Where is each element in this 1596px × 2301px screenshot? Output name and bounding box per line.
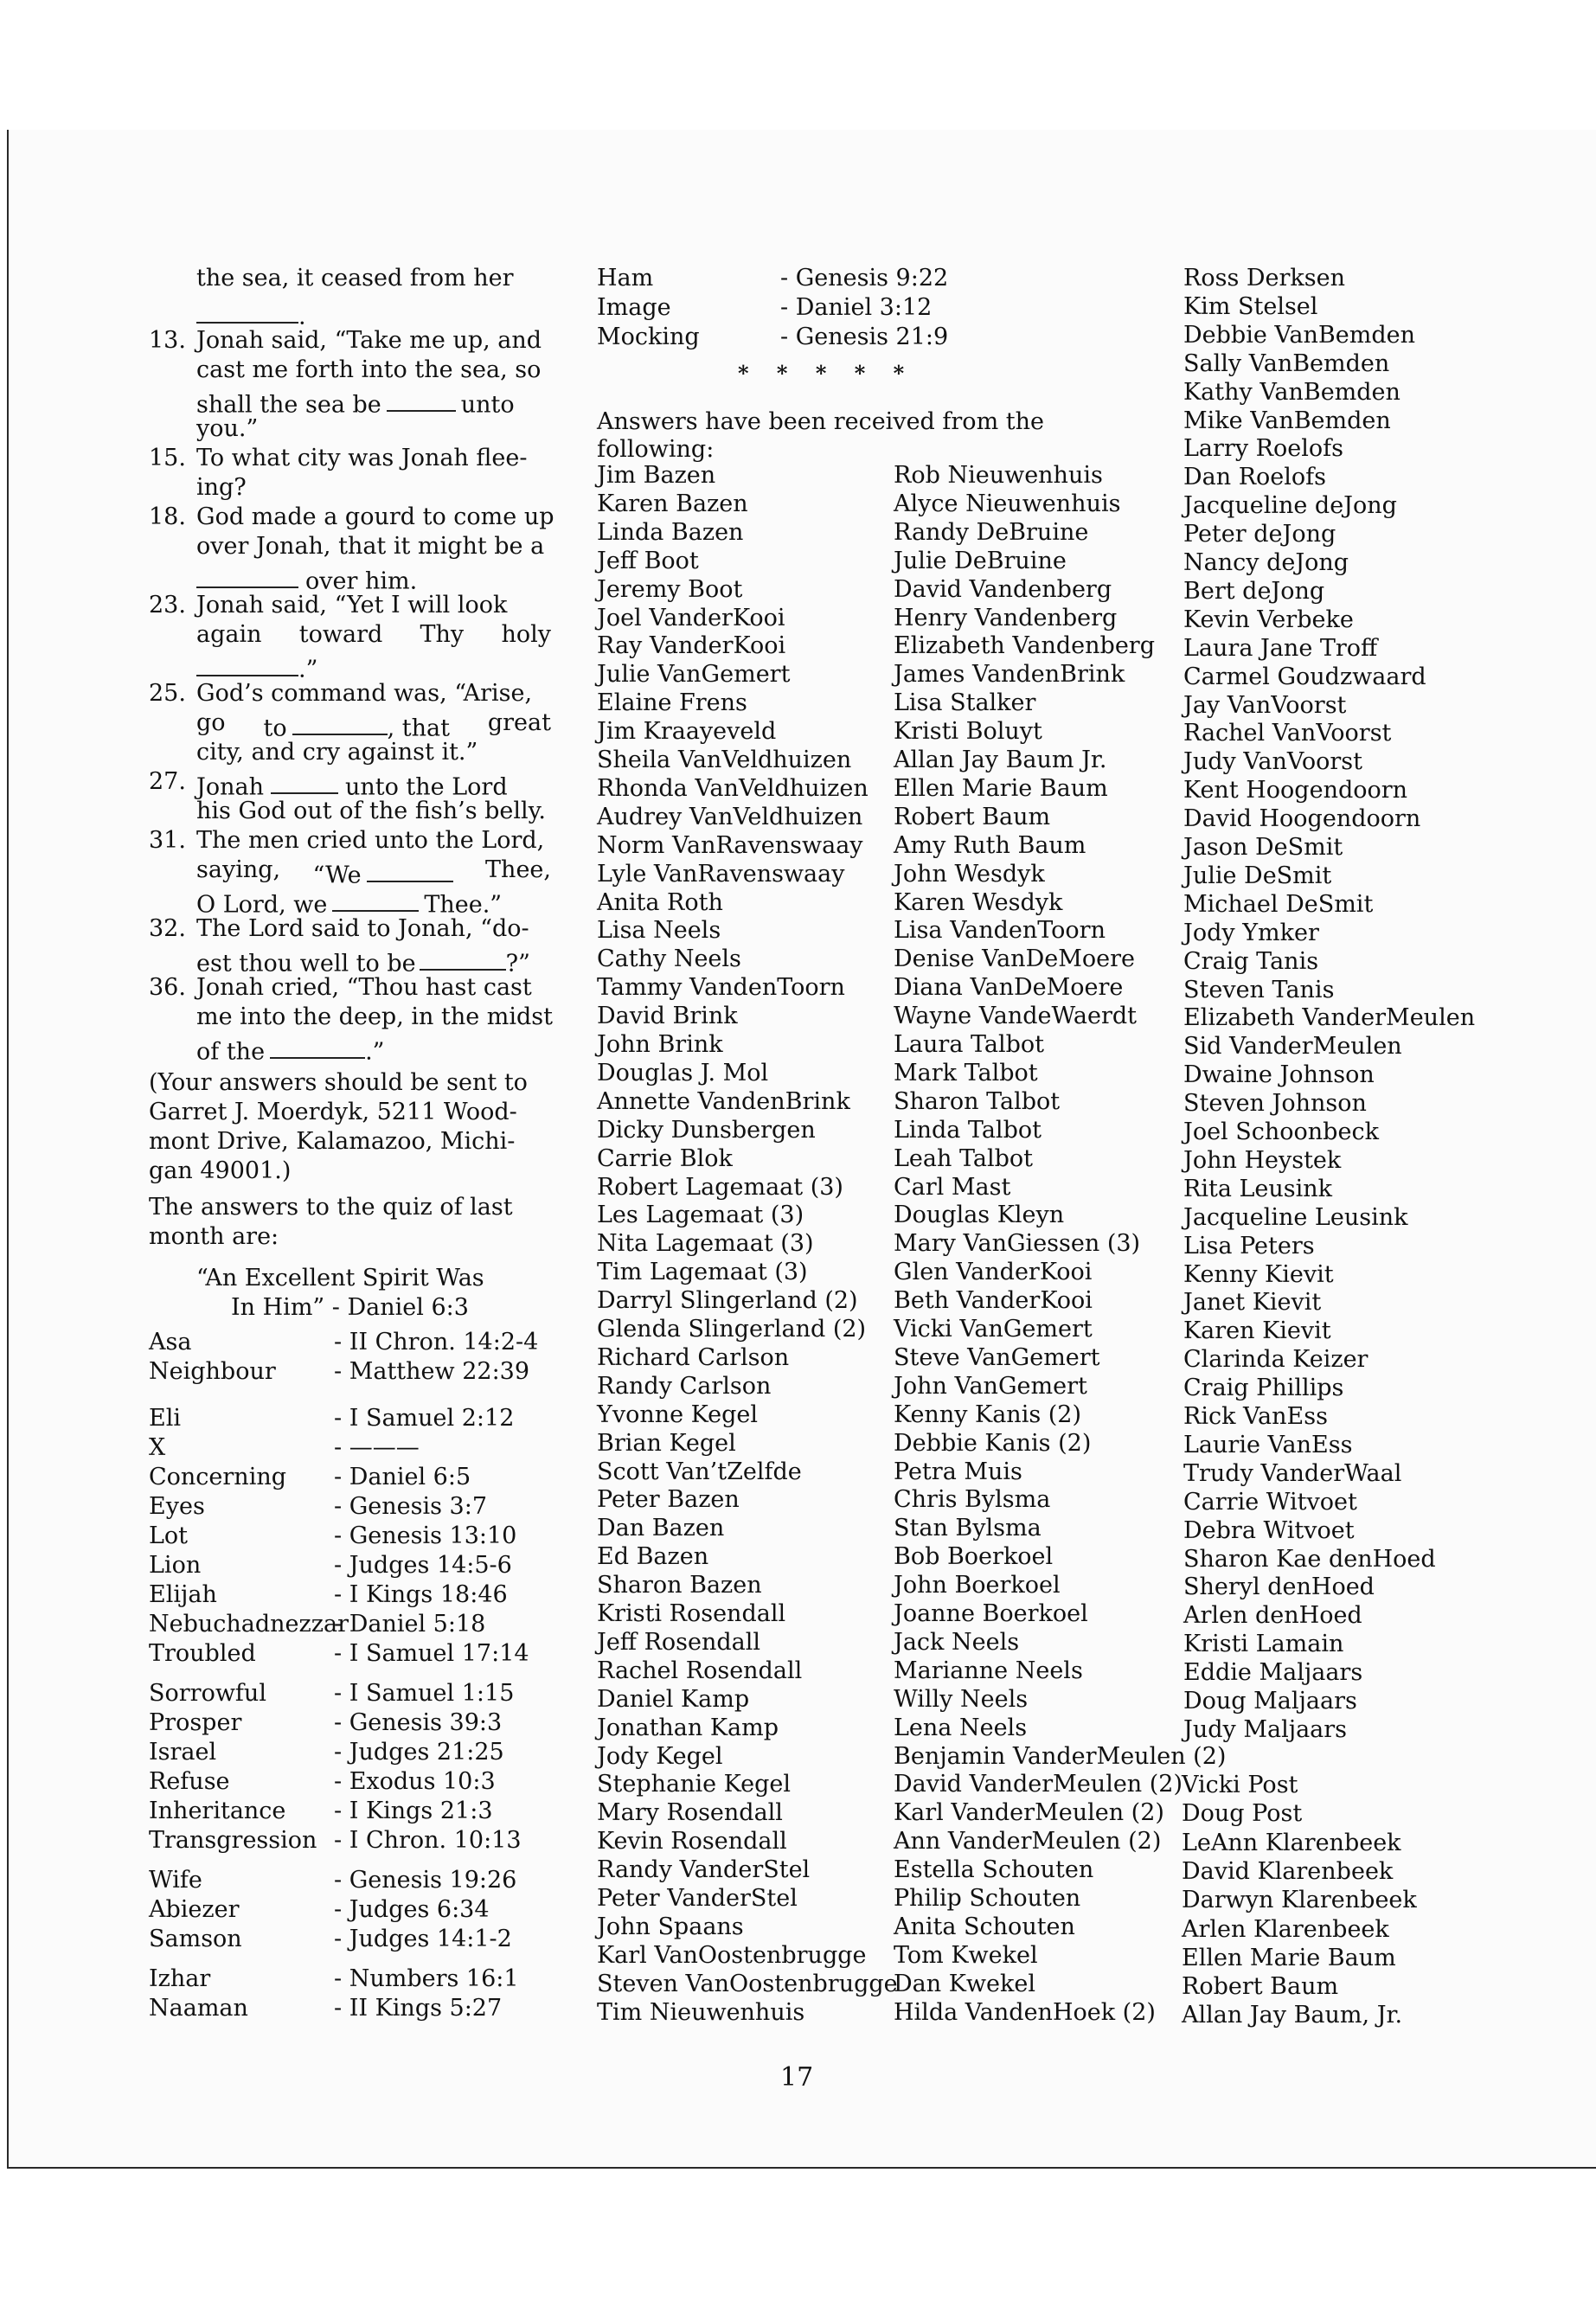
respondent-name: Darwyn Klarenbeek [1182, 1887, 1417, 1914]
text-fragment: est thou well to be [196, 950, 416, 977]
respondent-name: Jeremy Boot [597, 575, 743, 603]
text-fragment: .” [298, 656, 318, 683]
respondent-name: Kenny Kanis (2) [894, 1400, 1082, 1428]
respondent-name: Kathy VanBemden [1183, 378, 1401, 406]
respondent-name: Jeff Rosendall [597, 1628, 761, 1656]
text-fragment: of the [196, 1038, 266, 1066]
answer-reference: - Judges 21:25 [334, 1739, 504, 1766]
respondent-name: John Heystek [1183, 1146, 1342, 1174]
respondent-name: Laurie VanEss [1183, 1431, 1353, 1458]
respondent-name: David Hoogendoorn [1183, 805, 1421, 833]
respondent-name: Carrie Witvoet [1183, 1488, 1357, 1516]
answer-reference: - Daniel 3:12 [780, 294, 933, 321]
respondent-name: Arlen denHoed [1183, 1602, 1362, 1630]
question-line [196, 621, 551, 648]
question-line [196, 886, 502, 918]
answer-reference: - II Kings 5:27 [334, 1995, 503, 2022]
respondent-name: Rita Leusink [1183, 1175, 1333, 1202]
respondent-name: Mark Talbot [894, 1059, 1038, 1086]
respondent-name: Laura Talbot [894, 1031, 1045, 1058]
question-line: The men cried unto the Lord, [196, 827, 545, 854]
answer-word: Wife [149, 1867, 202, 1894]
respondent-name: Arlen Klarenbeek [1182, 1915, 1389, 1943]
respondent-name: John VanGemert [894, 1372, 1087, 1400]
respondent-name: Karl VanderMeulen (2) [894, 1799, 1164, 1827]
text-fragment: Thy [420, 621, 465, 648]
respondent-name: Jacqueline deJong [1183, 492, 1397, 520]
respondent-name: Rachel VanVoorst [1183, 720, 1392, 747]
respondent-name: Kristi Lamain [1183, 1631, 1344, 1658]
respondent-name: Judy Maljaars [1183, 1715, 1348, 1743]
respondent-name: Ray VanderKooi [597, 632, 786, 660]
question-line: city, and cry against it.” [196, 739, 478, 766]
respondent-name: Trudy VanderWaal [1183, 1459, 1402, 1487]
respondent-name: Denise VanDeMoere [894, 945, 1135, 973]
received-intro: Answers have been received from the [597, 408, 1044, 435]
respondent-name: Doug Post [1182, 1800, 1303, 1828]
answer-reference: - I Samuel 17:14 [334, 1640, 529, 1667]
text-fragment: toward [298, 621, 383, 648]
answer-title-line: “An Excellent Spirit Was [196, 1265, 484, 1292]
respondent-name: Peter deJong [1183, 521, 1336, 548]
respondent-name: Bert deJong [1183, 577, 1325, 605]
respondent-name: Chris Bylsma [894, 1486, 1051, 1514]
question-line [196, 386, 515, 418]
respondent-name: Amy Ruth Baum [894, 831, 1086, 859]
respondent-name: Laura Jane Troff [1183, 634, 1378, 662]
respondent-name: Steve VanGemert [894, 1343, 1100, 1371]
question-line: you.” [196, 415, 259, 442]
answer-reference: - Numbers 16:1 [334, 1965, 519, 1992]
respondent-name: Audrey VanVeldhuizen [597, 803, 863, 830]
respondent-name: Hilda VandenHoek (2) [894, 1998, 1156, 2026]
text-fragment: again [196, 621, 262, 648]
answer-word: Abiezer [149, 1896, 240, 1923]
page-number: 17 [780, 2062, 814, 2093]
respondent-name: Elizabeth VanderMeulen [1183, 1004, 1476, 1032]
answer-reference: - Matthew 22:39 [334, 1358, 530, 1385]
respondent-name: David Vandenberg [894, 575, 1112, 603]
question-line: To what city was Jonah flee- [196, 445, 528, 471]
answer-word: Izhar [149, 1965, 211, 1992]
lead-blank-line [196, 298, 306, 330]
respondent-name: Kristi Boluyt [894, 718, 1042, 746]
respondent-name: Les Lagemaat (3) [597, 1202, 804, 1229]
question-number: 25. [149, 680, 186, 707]
respondent-name: Karen Bazen [597, 490, 748, 517]
respondent-name: Doug Maljaars [1183, 1688, 1357, 1715]
respondent-name: Debbie Kanis (2) [894, 1429, 1092, 1457]
answer-word: Lion [149, 1552, 202, 1579]
answer-word: Transgression [149, 1827, 317, 1854]
answer-reference: - Daniel 5:18 [334, 1611, 486, 1638]
respondent-name: Dicky Dunsbergen [597, 1116, 816, 1144]
text-fragment: unto the Lord [344, 773, 508, 801]
lead-line-text: the sea, it ceased from her [196, 265, 514, 292]
respondent-name: Benjamin VanderMeulen (2) [894, 1742, 1227, 1770]
answer-reference: - Genesis 13:10 [334, 1522, 517, 1549]
quiz-lead-line [196, 265, 551, 292]
text-fragment: “We [313, 856, 453, 888]
answer-word: Image [597, 294, 671, 321]
respondent-name: Richard Carlson [597, 1343, 790, 1371]
text-fragment: ?” [505, 950, 530, 977]
respondent-name: Tammy VandenToorn [597, 974, 845, 1002]
answer-reference: - Judges 6:34 [334, 1896, 490, 1923]
text-fragment: Thee, [485, 856, 551, 883]
respondent-name: Mike VanBemden [1183, 407, 1391, 434]
answer-word: Eyes [149, 1493, 205, 1520]
instruction-line: Garret J. Moerdyk, 5211 Wood- [149, 1099, 517, 1125]
question-line [196, 945, 530, 977]
respondent-name: Jim Bazen [597, 462, 716, 489]
respondent-name: Sharon Talbot [894, 1087, 1061, 1115]
respondent-name: Anita Schouten [894, 1913, 1075, 1940]
respondent-name: Elizabeth Vandenberg [894, 632, 1155, 660]
answer-reference: - Genesis 21:9 [780, 324, 949, 350]
instruction-line: (Your answers should be sent to [149, 1069, 528, 1096]
respondent-name: Steven VanOostenbrugge [597, 1970, 898, 1997]
respondent-name: Ross Derksen [1183, 265, 1345, 292]
text-fragment: great [487, 709, 551, 736]
respondent-name: Rachel Rosendall [597, 1657, 803, 1684]
answer-reference: - Exodus 10:3 [334, 1768, 496, 1795]
respondent-name: Jim Kraayeveld [597, 718, 777, 746]
respondent-name: Kevin Verbeke [1183, 606, 1354, 633]
respondent-name: Cathy Neels [597, 945, 741, 973]
respondent-name: Tim Lagemaat (3) [597, 1259, 808, 1286]
answer-word: Elijah [149, 1581, 217, 1608]
question-line: The Lord said to Jonah, “do- [196, 915, 529, 942]
respondent-name: Glenda Slingerland (2) [597, 1316, 867, 1343]
answer-word: Asa [149, 1329, 192, 1356]
respondent-name: Clarinda Keizer [1183, 1346, 1368, 1374]
respondent-name: Scott Van’tZelfde [597, 1458, 802, 1485]
respondent-name: Carl Mast [894, 1173, 1011, 1201]
respondent-name: Robert Baum [894, 803, 1051, 830]
instruction-line: mont Drive, Kalamazoo, Michi- [149, 1128, 516, 1155]
respondent-name: Dwaine Johnson [1183, 1061, 1375, 1089]
respondent-name: Jonathan Kamp [597, 1714, 779, 1741]
text-fragment: .” [365, 1038, 385, 1066]
respondent-name: Jeff Boot [597, 547, 699, 574]
question-line: God made a gourd to come up [196, 503, 554, 530]
respondent-name: Randy DeBruine [894, 518, 1089, 546]
respondent-name: Eddie Maljaars [1183, 1659, 1363, 1687]
respondent-name: Lisa VandenToorn [894, 917, 1106, 945]
respondent-name: Diana VanDeMoere [894, 974, 1124, 1002]
respondent-name: Beth VanderKooi [894, 1287, 1093, 1315]
respondent-name: Karen Wesdyk [894, 888, 1063, 916]
respondent-name: Kristi Rosendall [597, 1600, 786, 1627]
answer-reference: - I Chron. 10:13 [334, 1827, 522, 1854]
respondent-name: Glen VanderKooi [894, 1259, 1093, 1286]
text-fragment: over him. [305, 567, 418, 595]
respondent-name: Petra Muis [894, 1458, 1022, 1485]
respondent-name: Larry Roelofs [1183, 435, 1343, 463]
respondent-name: Michael DeSmit [1183, 890, 1374, 918]
respondent-name: Lisa Peters [1183, 1232, 1315, 1259]
question-number: 31. [149, 827, 186, 854]
text-fragment: Thee.” [424, 891, 503, 919]
respondent-name: David Brink [597, 1003, 738, 1030]
answer-word: Sorrowful [149, 1680, 266, 1707]
respondent-name: Allan Jay Baum Jr. [894, 747, 1107, 773]
respondent-name: Jacqueline Leusink [1183, 1203, 1408, 1231]
respondent-name: Craig Phillips [1183, 1375, 1344, 1402]
respondent-name: Vicki Post [1182, 1772, 1298, 1798]
respondent-name: Lyle VanRavenswaay [597, 860, 845, 888]
respondent-name: Jason DeSmit [1183, 834, 1343, 861]
question-line [196, 562, 417, 594]
text-fragment: shall the sea be [196, 391, 381, 419]
answer-word: Mocking [597, 324, 700, 350]
respondent-name: Douglas Kleyn [894, 1202, 1065, 1229]
respondent-name: Sheila VanVeldhuizen [597, 747, 852, 773]
respondent-name: Wayne VandeWaerdt [894, 1003, 1137, 1030]
respondent-name: LeAnn Klarenbeek [1182, 1829, 1401, 1856]
text-fragment: unto [460, 391, 515, 419]
respondent-name: Willy Neels [894, 1685, 1029, 1713]
answer-reference: - II Chron. 14:2-4 [334, 1329, 539, 1356]
respondent-name: Jody Kegel [597, 1742, 723, 1770]
respondent-name: Kim Stelsel [1183, 292, 1318, 320]
respondent-name: Steven Tanis [1183, 976, 1335, 1003]
respondent-name: Karen Kievit [1183, 1317, 1331, 1345]
respondent-name: Julie DeBruine [894, 547, 1067, 574]
respondent-name: Steven Johnson [1183, 1090, 1367, 1118]
respondent-name: James VandenBrink [894, 661, 1125, 689]
answer-word: Naaman [149, 1995, 248, 2022]
question-number: 23. [149, 592, 186, 619]
question-line: God’s command was, “Arise, [196, 680, 533, 707]
respondent-name: Ellen Marie Baum [894, 774, 1108, 802]
respondent-name: David VanderMeulen (2) [894, 1771, 1183, 1798]
respondent-name: Mary Rosendall [597, 1799, 783, 1827]
respondent-name: Norm VanRavenswaay [597, 831, 863, 859]
respondent-name: Jack Neels [894, 1628, 1020, 1656]
respondent-name: Lisa Stalker [894, 689, 1036, 717]
respondent-name: Vicki VanGemert [894, 1316, 1093, 1343]
respondent-name: Sid VanderMeulen [1183, 1033, 1402, 1061]
respondent-name: Sally VanBemden [1183, 349, 1390, 377]
respondent-name: Sharon Bazen [597, 1572, 762, 1599]
answer-word: Neighbour [149, 1358, 276, 1385]
respondent-name: Joanne Boerkoel [894, 1600, 1088, 1627]
answer-reference: - Genesis 3:7 [334, 1493, 488, 1520]
question-line: ing? [196, 474, 247, 501]
respondent-name: Joel VanderKooi [597, 604, 785, 631]
question-line: his God out of the fish’s belly. [196, 798, 546, 824]
question-number: 13. [149, 327, 186, 354]
answer-word: Nebuchadnezzar [149, 1611, 349, 1638]
respondent-name: Annette VandenBrink [597, 1087, 850, 1115]
respondent-name: Karl VanOostenbrugge [597, 1941, 867, 1969]
question-line: me into the deep, in the midst [196, 1003, 554, 1030]
respondent-name: Carrie Blok [597, 1144, 733, 1172]
respondent-name: Jay VanVoorst [1183, 691, 1347, 719]
respondent-name: Sheryl denHoed [1183, 1574, 1375, 1601]
respondent-name: Linda Talbot [894, 1116, 1042, 1144]
respondent-name: Stan Bylsma [894, 1515, 1042, 1542]
question-number: 36. [149, 974, 186, 1001]
question-line [196, 651, 317, 683]
question-line [196, 709, 551, 741]
lead-end: . [298, 303, 306, 330]
respondent-name: Estella Schouten [894, 1856, 1094, 1884]
respondent-name: Peter Bazen [597, 1486, 740, 1514]
respondent-name: Leah Talbot [894, 1144, 1034, 1172]
question-number: 27. [149, 768, 186, 795]
respondent-name: Ed Bazen [597, 1543, 709, 1571]
respondent-name: Rick VanEss [1183, 1403, 1328, 1430]
respondent-name: Judy VanVoorst [1183, 748, 1362, 776]
respondent-name: Rob Nieuwenhuis [894, 462, 1103, 489]
question-number: 32. [149, 915, 186, 942]
respondent-name: Julie VanGemert [597, 661, 791, 689]
respondent-name: Julie DeSmit [1183, 862, 1332, 889]
answer-word: Samson [149, 1926, 242, 1952]
respondent-name: Henry Vandenberg [894, 604, 1118, 631]
answer-reference: - Daniel 6:5 [334, 1464, 471, 1490]
answer-reference: - I Samuel 1:15 [334, 1680, 515, 1707]
received-intro: following: [597, 436, 715, 463]
text-fragment: holy [501, 621, 551, 648]
respondent-name: Dan Kwekel [894, 1970, 1035, 1997]
question-line: Jonah cried, “Thou hast cast [196, 974, 532, 1001]
answer-word: Ham [597, 265, 654, 292]
answer-reference: - I Samuel 2:12 [334, 1405, 515, 1432]
answer-word: Inheritance [149, 1798, 286, 1824]
respondent-name: John Boerkoel [894, 1572, 1061, 1599]
respondent-name: John Brink [597, 1031, 723, 1058]
respondent-name: John Wesdyk [894, 860, 1045, 888]
answer-reference: - Genesis 9:22 [780, 265, 949, 292]
answer-word: X [149, 1434, 166, 1461]
respondent-name: Randy VanderStel [597, 1856, 811, 1884]
respondent-name: Marianne Neels [894, 1657, 1083, 1684]
question-line [196, 856, 551, 888]
answer-reference: - I Kings 18:46 [334, 1581, 508, 1608]
section-divider-stars: * * * * * [738, 361, 915, 386]
respondent-name: Dan Bazen [597, 1515, 725, 1542]
answer-word: Refuse [149, 1768, 230, 1795]
question-line: cast me forth into the sea, so [196, 356, 542, 383]
text-fragment: Jonah [196, 773, 264, 801]
respondent-name: Brian Kegel [597, 1429, 736, 1457]
respondent-name: David Klarenbeek [1182, 1857, 1394, 1885]
respondent-name: Lena Neels [894, 1714, 1028, 1741]
question-line: Jonah said, “Take me up, and [196, 327, 542, 354]
respondent-name: Robert Baum [1182, 1973, 1339, 2001]
respondent-name: Kent Hoogendoorn [1183, 777, 1408, 804]
answer-reference: - Genesis 39:3 [334, 1709, 503, 1736]
respondent-name: Rhonda VanVeldhuizen [597, 774, 869, 802]
text-fragment: saying, [196, 856, 281, 883]
respondent-name: Anita Roth [597, 888, 723, 916]
respondent-name: Elaine Frens [597, 689, 747, 717]
text-fragment: O Lord, we [196, 891, 328, 919]
question-line [196, 768, 508, 800]
respondent-name: Bob Boerkoel [894, 1543, 1054, 1571]
instruction-line: gan 49001.) [149, 1157, 292, 1184]
respondent-name: Craig Tanis [1183, 947, 1319, 975]
answer-word: Eli [149, 1405, 181, 1432]
respondent-name: Robert Lagemaat (3) [597, 1173, 843, 1201]
respondent-name: Kenny Kievit [1183, 1260, 1334, 1288]
respondent-name: Kevin Rosendall [597, 1828, 787, 1856]
respondent-name: Allan Jay Baum, Jr. [1182, 2002, 1403, 2029]
respondent-name: Janet Kievit [1183, 1289, 1322, 1317]
answer-word: Troubled [149, 1640, 256, 1667]
respondent-name: Mary VanGiessen (3) [894, 1230, 1141, 1258]
respondent-name: Lisa Neels [597, 917, 721, 945]
respondent-name: Randy Carlson [597, 1372, 772, 1400]
answer-reference: - Judges 14:1-2 [334, 1926, 512, 1952]
answer-word: Concerning [149, 1464, 287, 1490]
answer-reference: - Genesis 19:26 [334, 1867, 517, 1894]
respondent-name: Nancy deJong [1183, 549, 1349, 576]
question-number: 18. [149, 503, 186, 530]
respondent-name: Darryl Slingerland (2) [597, 1287, 858, 1315]
respondent-name: Debra Witvoet [1183, 1516, 1355, 1544]
answer-reference: - ——— [334, 1434, 420, 1461]
answer-reference: - I Kings 21:3 [334, 1798, 493, 1824]
respondent-name: Tim Nieuwenhuis [597, 1998, 805, 2026]
respondent-name: Philip Schouten [894, 1885, 1081, 1912]
answer-reference: - Judges 14:5-6 [334, 1552, 512, 1579]
answer-title-line: In Him” - Daniel 6:3 [231, 1294, 469, 1321]
respondent-name: Ellen Marie Baum [1182, 1944, 1396, 1971]
respondent-name: Tom Kwekel [894, 1941, 1038, 1969]
respondent-name: Carmel Goudzwaard [1183, 663, 1426, 690]
respondent-name: Daniel Kamp [597, 1685, 750, 1713]
respondent-name: John Spaans [597, 1913, 744, 1940]
answer-word: Lot [149, 1522, 189, 1549]
respondent-name: Dan Roelofs [1183, 464, 1327, 491]
respondent-name: Stephanie Kegel [597, 1771, 792, 1798]
respondent-name: Alyce Nieuwenhuis [894, 490, 1121, 517]
intro-line: The answers to the quiz of last [149, 1194, 513, 1221]
answer-word: Israel [149, 1739, 217, 1766]
question-line: over Jonah, that it might be a [196, 533, 545, 560]
respondent-name: Peter VanderStel [597, 1885, 798, 1912]
question-line [196, 1033, 384, 1065]
respondent-name: Linda Bazen [597, 518, 744, 546]
respondent-name: Yvonne Kegel [597, 1400, 758, 1428]
respondent-name: Jody Ymker [1183, 919, 1319, 946]
respondent-name: Ann VanderMeulen (2) [894, 1828, 1162, 1856]
question-line: Jonah said, “Yet I will look [196, 592, 508, 619]
respondent-name: Debbie VanBemden [1183, 321, 1415, 349]
text-fragment: go [196, 709, 226, 736]
respondent-name: Sharon Kae denHoed [1183, 1545, 1436, 1573]
text-fragment: to , that [263, 709, 449, 741]
respondent-name: Douglas J. Mol [597, 1059, 769, 1086]
intro-line: month are: [149, 1223, 279, 1250]
respondent-name: Nita Lagemaat (3) [597, 1230, 814, 1258]
answer-word: Prosper [149, 1709, 242, 1736]
question-number: 15. [149, 445, 186, 471]
respondent-name: Joel Schoonbeck [1183, 1118, 1379, 1145]
